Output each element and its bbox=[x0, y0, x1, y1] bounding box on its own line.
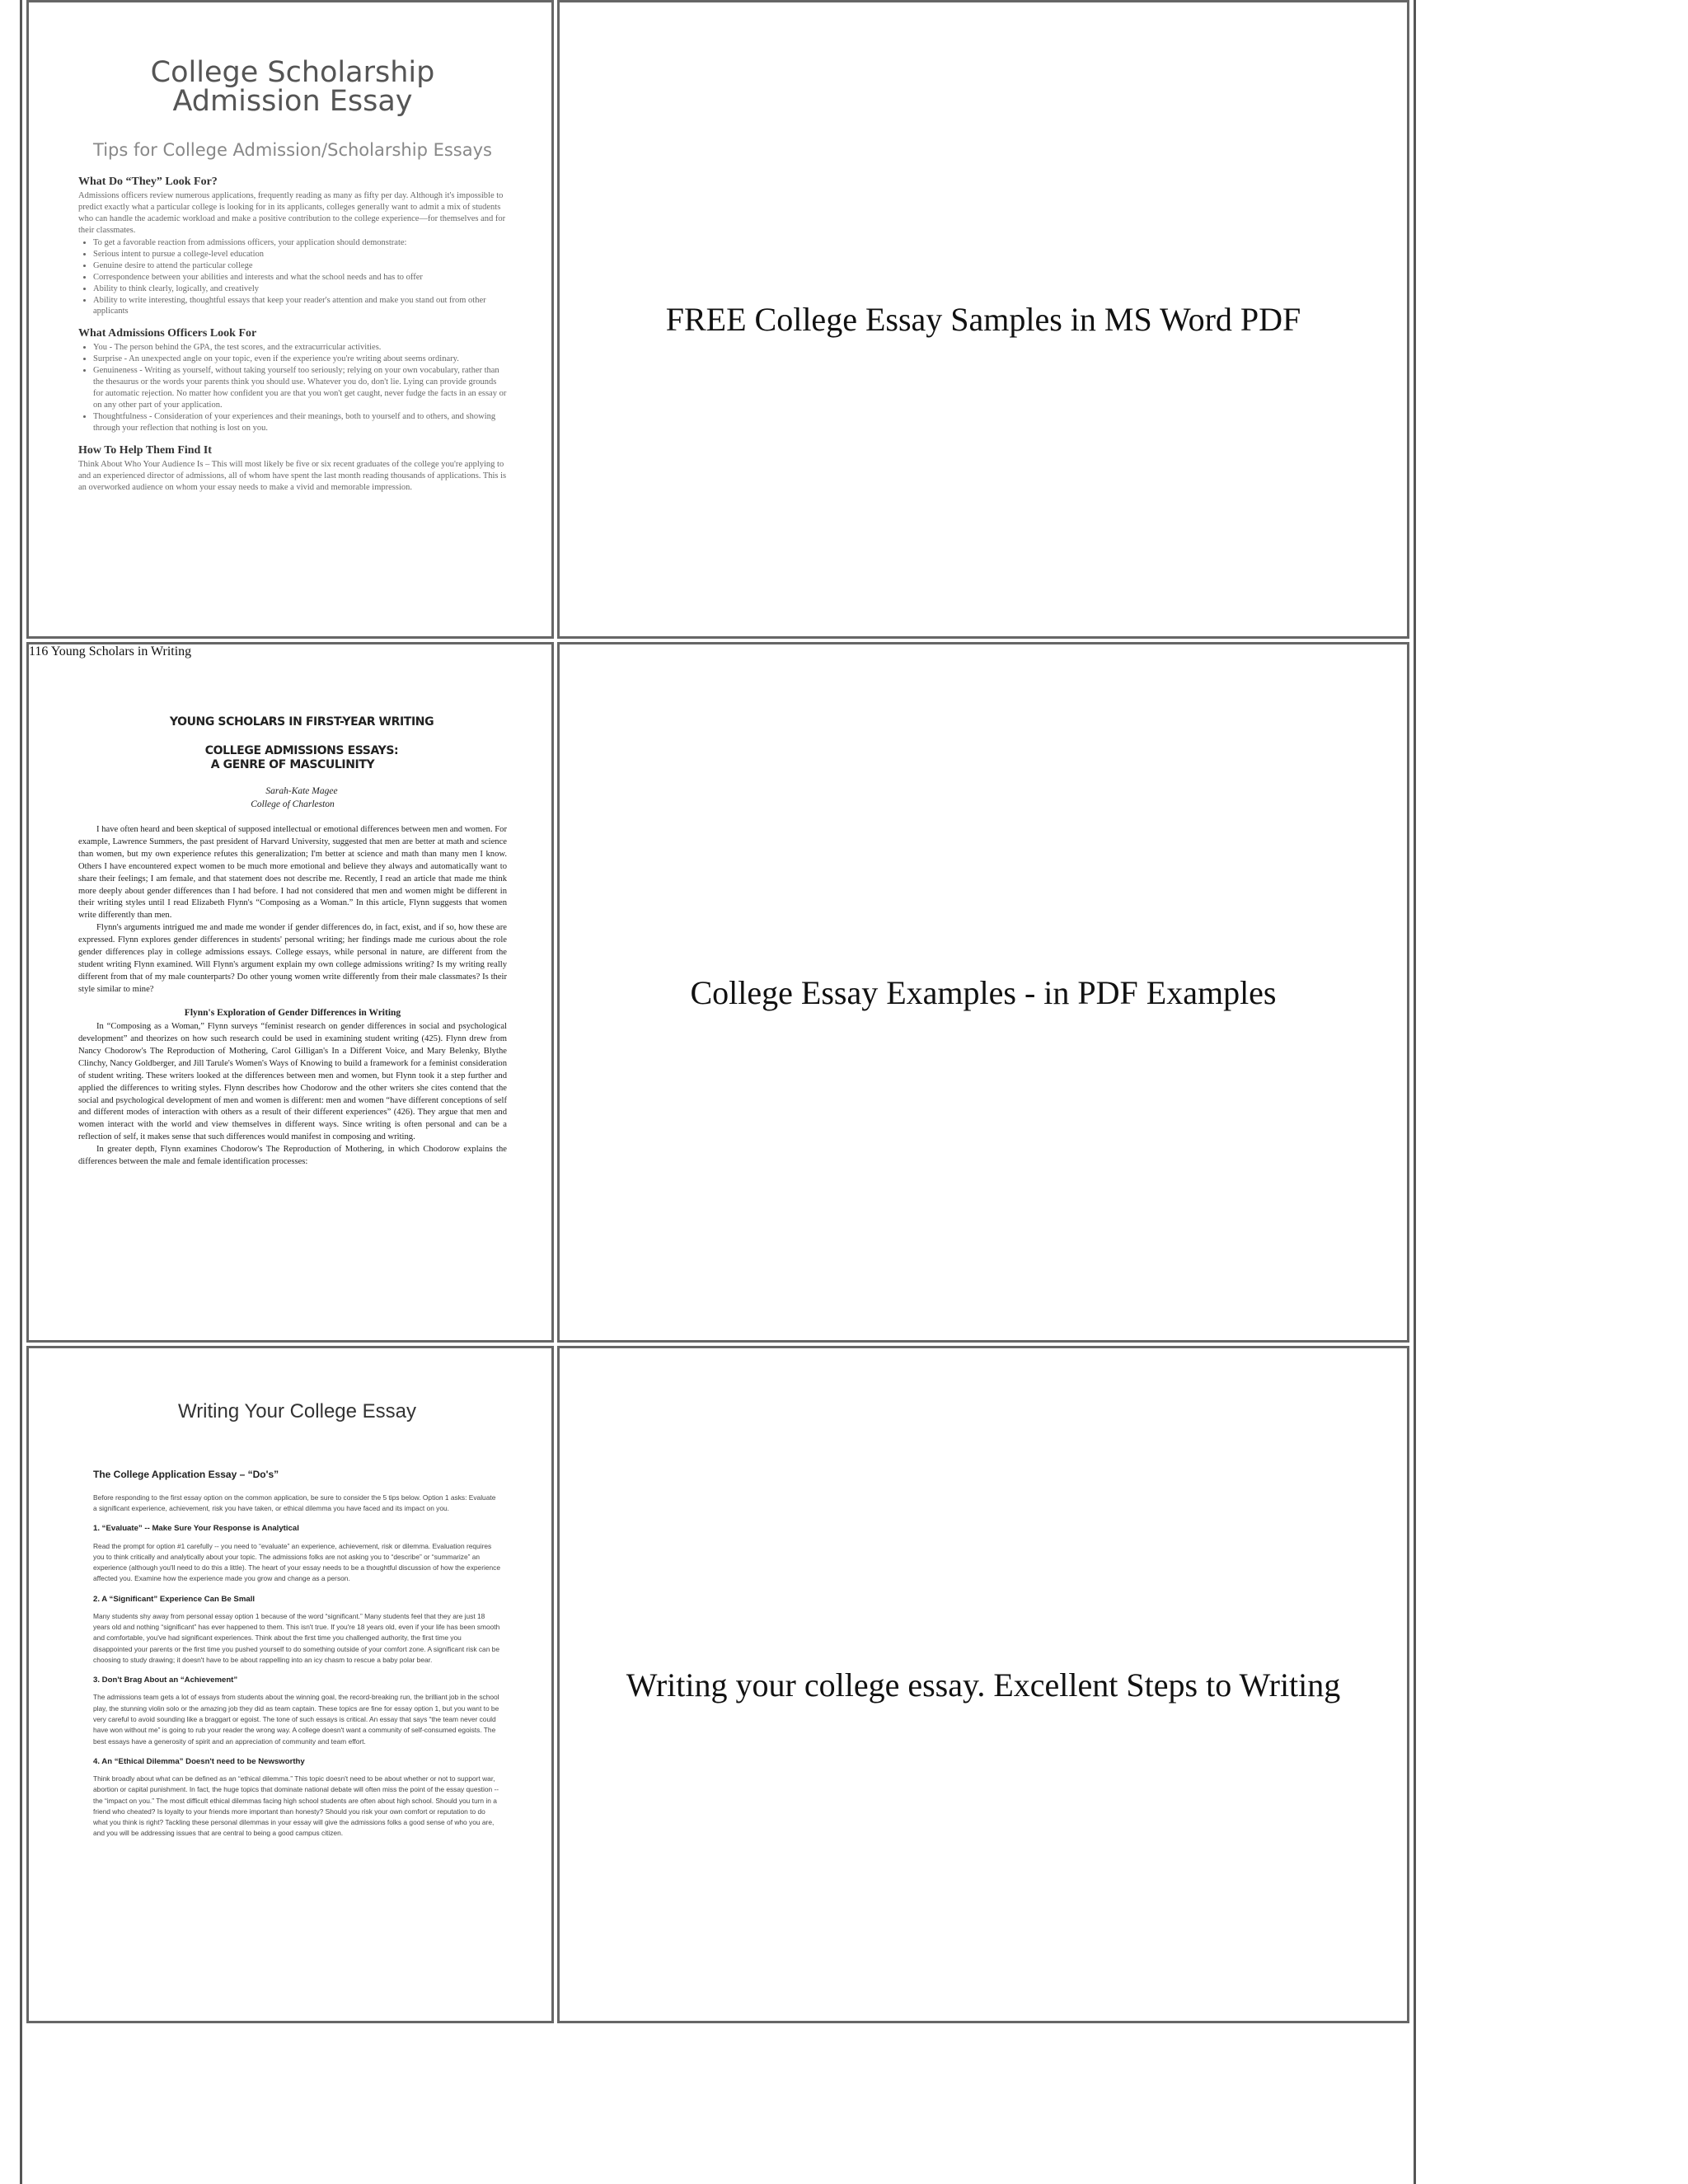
doc-paragraph: In “Composing as a Woman,” Flynn surveys “feminist research on gender differences in social and psychological development” and theorizes on how such research could be used in examining student writing (425). Flynn drew from Nancy Chodorow's The Reproduction of Mothering, Carol Gilligan's In a Different Voice, and Mary Belenky, Blythe Clinchy, Nancy Goldberger, and Jill Tarule's Women's Ways of Knowing to build a framework for a feminist consideration of student writing. These writers looked at the differences between men and women, but Flynn took it a step further and applied the differences to writing styles. Flynn describes how Chodorow and the other writers she cites contend that the social and psychological development of men and women is different: men and women “have different conceptions of self and different modes of interaction with others as a result of their different experiences” (426). They argue that men and women interact with the world and view themselves in different ways. Since writing is often personal and can be a reflection of self, it makes sense that such differences would manifest in composing and writing. bbox=[78, 1022, 507, 1142]
document-preview-scholarship-essay bbox=[78, 56, 507, 494]
doc-bullet: • Ability to write interesting, thoughtful essays that keep your reader's attention and make you stand out from other applicants bbox=[93, 295, 507, 318]
doc-bullet-list bbox=[78, 342, 507, 434]
doc-section-heading: 2. A “Significant” Experience Can Be Small bbox=[93, 1594, 256, 1604]
doc-bullet: • Surprise - An unexpected angle on your topic, even if the experience you're writing about seems ordinary. bbox=[93, 354, 507, 365]
caption-link[interactable]: Writing your college essay. Excellent Steps to Writing bbox=[626, 1666, 1341, 1704]
doc-bullet: • Serious intent to pursue a college-level education bbox=[93, 249, 507, 260]
doc-section-heading: How To Help Them Find It bbox=[78, 444, 212, 457]
caption-cell-1[interactable] bbox=[557, 0, 1409, 639]
doc-paragraph: Flynn's arguments intrigued me and made me wonder if gender differences do, in fact, exist, and if so, how these are expressed. Flynn explores gender differences in students' personal writing; her findings made me curious about the role gender differences play in college admissions essays. College essays, while personal in nature, are different from the student writing Flynn examined. Will Flynn's argument explain my own college admissions writing? Is my writing really different from that of my male counterparts? Do other young women write differently from their male classmates? Is their style similar to mine? bbox=[78, 923, 507, 994]
caption-cell-3[interactable] bbox=[557, 1346, 1409, 2023]
doc-title-line1: College Scholarship bbox=[150, 56, 435, 89]
doc-bullet: • You - The person behind the GPA, the test scores, and the extracurricular activities. bbox=[93, 342, 507, 354]
caption-cell-2[interactable] bbox=[557, 642, 1409, 1343]
doc-title: Writing Your College Essay bbox=[177, 1400, 417, 1422]
doc-bullet: • Genuine desire to attend the particular college bbox=[93, 260, 507, 272]
doc-title-line2: Admission Essay bbox=[172, 85, 413, 118]
doc-subtitle: Tips for College Admission/Scholarship Essays bbox=[93, 140, 492, 160]
doc-section-heading: 4. An “Ethical Dilemma” Doesn't need to be Newsworthy bbox=[93, 1756, 305, 1766]
doc-paragraph: Many students shy away from personal essay option 1 because of the word “significant.” Many students feel that they are just 18 years old and nothing “significant” has ever happened to them. This isn't true. If you're 18 years old, even if your life has been smooth and comfortable, you've had significant experiences. Think about the first time you challenged authority, the first time you disappointed your parents or the first time you pushed yourself to do something outside of your comfort zone. A significant risk can be choosing to study drawing; it doesn't have to be about rappelling into an icy chasm to rescue a baby polar bear. bbox=[93, 1611, 500, 1664]
doc-bullet-list bbox=[78, 237, 507, 318]
doc-paragraph: Admissions officers review numerous applications, frequently reading as many as fifty per day. Although it's impossible to predict exactly what a particular college is looking for in its applicants, colleges generally want to admit a mix of students who can handle the academic workload and make a positive contribution to the college experience—for themselves and for their classmates. bbox=[78, 190, 506, 235]
doc-title bbox=[78, 744, 507, 773]
doc-bullet: • Thoughtfulness - Consideration of your experiences and their meanings, both to yourself and to others, and showing through your reflection that nothing is lost on you. bbox=[93, 411, 507, 434]
doc-paragraph: In greater depth, Flynn examines Chodorow's The Reproduction of Mothering, in which Chodorow explains the differences between the male and female identification processes: bbox=[78, 1145, 507, 1167]
doc-section-heading: What Do “They” Look For? bbox=[78, 175, 218, 188]
doc-heading: The College Application Essay – “Do's” bbox=[93, 1468, 279, 1480]
doc-paragraph: The admissions team gets a lot of essays from students about the winning goal, the record-breaking run, the brilliant job in the school play, the stunning violin solo or the amazing job they did as team captain. These topics are fine for essay option 1, but you want to be very careful to avoid sounding like a braggart or egoist. The tone of such essays is critical. An essay that says “the team never could have won without me” is going to rub your reader the wrong way. A college doesn't want a community of self-consumed egoists. The best essays have a generosity of spirit and an appreciation of community and team effort. bbox=[93, 1693, 499, 1746]
doc-author: Sarah-Kate Magee bbox=[265, 785, 338, 796]
doc-paragraph: Before responding to the first essay option on the common application, be sure to consider the 5 tips below. Option 1 asks: Evaluate a significant experience, achievement, risk you have taken, or ethical dilemma you have faced and its impact on you. bbox=[93, 1493, 496, 1513]
doc-bullet: • Ability to think clearly, logically, and creatively bbox=[93, 284, 507, 295]
doc-series-title: YOUNG SCHOLARS IN FIRST-YEAR WRITING bbox=[169, 715, 434, 729]
doc-bullet: • Genuineness - Writing as yourself, without taking yourself too seriously; relying on your own vocabulary, rather than the thesaurus or the words your parents think you should use. Whatever you do, don't lie. Lying can provide grounds for automatic rejection. No matter how confident you are that you won't get caught, never fudge the facts in an essay or on any other part of your application. bbox=[93, 365, 507, 411]
doc-paragraph: Think About Who Your Audience Is – This will most likely be five or six recent graduates of the college you're applying to and an experienced director of admissions, all of whom have spent the last month reading thousands of applications. This is an overworked audience on whom your essay needs to make a vivid and memorable impression. bbox=[78, 460, 507, 492]
thumbnail-cell-2[interactable] bbox=[26, 642, 554, 1343]
doc-title-line2: A GENRE OF MASCULINITY bbox=[210, 758, 375, 772]
doc-section-heading: 3. Don't Brag About an “Achievement” bbox=[93, 1675, 238, 1685]
document-preview-admissions-essays bbox=[78, 715, 507, 1169]
doc-author-block bbox=[78, 785, 507, 811]
doc-section-heading: What Admissions Officers Look For bbox=[78, 327, 257, 340]
thumbnail-cell-3[interactable] bbox=[26, 1346, 554, 2023]
caption-link[interactable]: FREE College Essay Samples in MS Word PDF bbox=[665, 301, 1301, 338]
doc-section-heading: Flynn's Exploration of Gender Differences in Writing bbox=[184, 1007, 401, 1018]
doc-section-heading: 1. “Evaluate” -- Make Sure Your Response is Analytical bbox=[93, 1524, 299, 1534]
doc-paragraph: Think broadly about what can be defined as an “ethical dilemma.” This topic doesn't need to be about whether or not to support war, abortion or capital punishment. In fact, the huge topics that dominate national debate will often miss the point of the essay question -- the “impact on you.” The most difficult ethical dilemmas facing high school students are often about high school. Should you turn in a friend who cheated? Is loyalty to your friends more important than honesty? Should you risk your own comfort or reputation to do what you think is right? Tackling these personal dilemmas in your essay will give the admissions folks a good sense of who you are, and you will be addressing issues that are central to being a good campus citizen. bbox=[93, 1774, 499, 1838]
doc-footer: 116 Young Scholars in Writing bbox=[29, 644, 192, 658]
document-preview-writing-essay bbox=[93, 1396, 501, 1840]
doc-title-line1: COLLEGE ADMISSIONS ESSAYS: bbox=[204, 743, 399, 757]
caption-link[interactable]: College Essay Examples - in PDF Examples bbox=[690, 973, 1277, 1011]
doc-paragraph: Read the prompt for option #1 carefully -- you need to “evaluate” an experience, achievement, risk or dilemma. Evaluation requires you to think critically and analytically about your topic. The admissions folks are not asking you to “describe” or “summarize” an experience (although you'll need to do this a little). The heart of your essay needs to be a thoughtful discussion of how the experience affected you. Examine how the experience made you grow and change as a person. bbox=[93, 1541, 501, 1583]
doc-paragraph: I have often heard and been skeptical of supposed intellectual or emotional differences between men and women. For example, Lawrence Summers, the past president of Harvard University, suggested that men are better at math and science than women, but my own experience refutes this generalization; I'm better at science and math than many men I know. Others I have encountered expect women to be much more emotional and believe they always and automatically want to share their feelings; I am female, and that statement does not describe me. Recently, I read an article that made me think more deeply about gender differences than I had before. I had not considered that men and women might be different in their writing styles until I read Elizabeth Flynn's “Composing as a Woman.” In this article, Flynn suggests that women write differently than men. bbox=[78, 824, 507, 921]
thumbnail-cell-1[interactable] bbox=[26, 0, 554, 639]
doc-bullet: • Correspondence between your abilities and interests and what the school needs and has to offer bbox=[93, 272, 507, 284]
doc-bullet: • To get a favorable reaction from admissions officers, your application should demonstrate: bbox=[93, 237, 507, 249]
doc-affiliation: College of Charleston bbox=[251, 799, 335, 809]
